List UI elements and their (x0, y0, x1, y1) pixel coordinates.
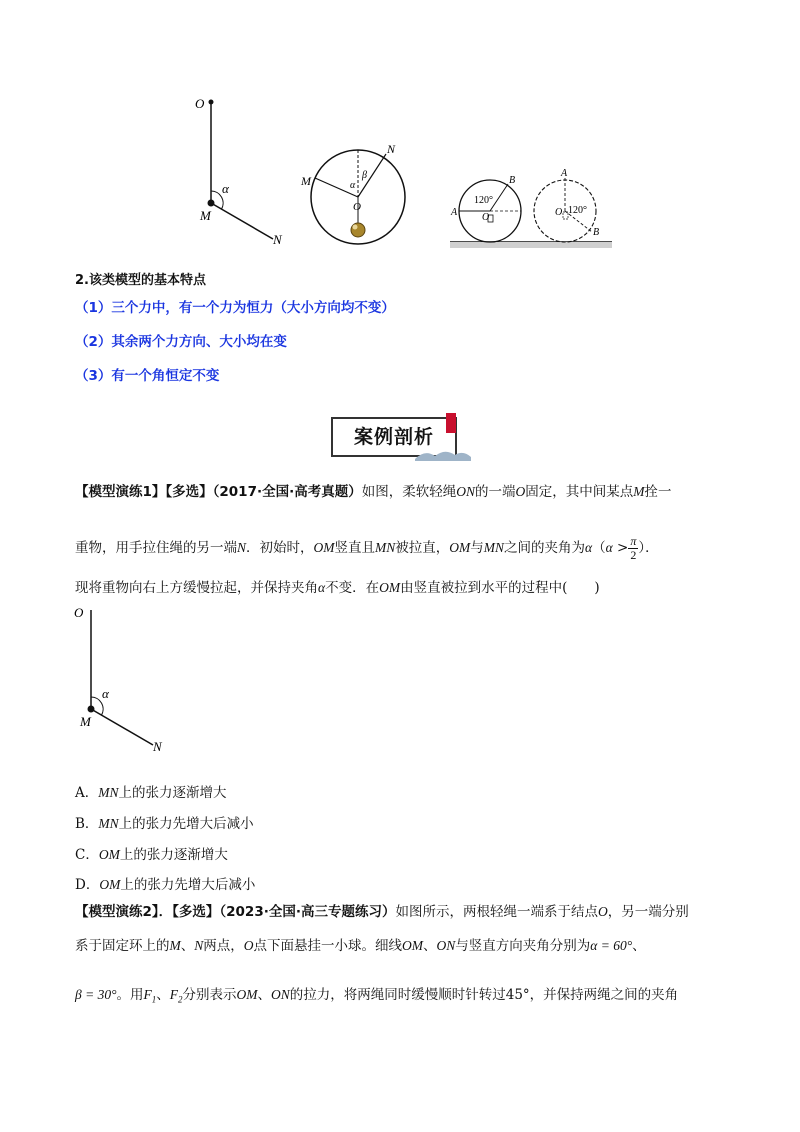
q1-text: 的一端 (475, 484, 516, 500)
option-subject: OM (99, 877, 121, 892)
banner-wave-decoration (415, 447, 471, 461)
q1-line-2 (75, 535, 659, 562)
q1-text: 竖直且 (334, 540, 376, 556)
option-b[interactable] (75, 812, 254, 832)
q2-var-o: O (243, 938, 254, 953)
q1-var-n: N (237, 540, 247, 555)
q1-text: ）． (638, 540, 659, 556)
q2-text: ，另一端分别 (607, 904, 689, 920)
feature-item-2: （2）其余两个力方向、大小均在变 (75, 334, 287, 350)
right-label-a: A (561, 168, 568, 179)
q1-var-on: ON (456, 484, 475, 499)
option-letter: A． (75, 785, 99, 801)
q1-text: 如图，柔软轻绳 (361, 484, 457, 500)
ground-hatch (450, 242, 612, 248)
right-angle: 120° (568, 205, 587, 216)
q2-text: 。用 (116, 987, 144, 1003)
q2-text: 、 (156, 987, 170, 1003)
figure-ring-with-ball (298, 140, 423, 252)
label-alpha: α (102, 686, 109, 701)
q2-text: 的拉力，将两绳同时缓慢顺时针转过45°，并保持两绳之间的夹角 (289, 987, 679, 1003)
q2-text: 如图所示，两根轻绳一端系于结点 (395, 904, 598, 920)
figure-question-1 (70, 602, 175, 754)
banner-text: 案例剖析 (353, 426, 434, 448)
feature-item-1: （1）三个力中，有一个力为恒力（大小方向均不变） (75, 300, 395, 316)
q2-var-f1: $F_1$ (143, 987, 157, 1005)
label-m: M (80, 714, 91, 729)
banner-red-accent (446, 413, 456, 433)
option-a[interactable] (75, 781, 227, 801)
q1-line-3 (75, 578, 600, 598)
left-label-o: O (482, 212, 490, 223)
figure-rolling-circles (448, 160, 614, 252)
q2-var-on: ON (270, 987, 290, 1002)
q2-text: 系于固定环上的 (75, 938, 170, 954)
case-analysis-banner (331, 413, 469, 457)
rope-mn (91, 709, 153, 745)
option-subject: MN (98, 785, 119, 800)
knot-m (208, 200, 215, 207)
q1-var-m: M (633, 484, 645, 499)
right-label-o: O (555, 207, 563, 218)
q1-text: 固定，其中间某点 (525, 484, 634, 500)
q1-text: ．初始时， (246, 540, 314, 556)
q1-var-om: OM (379, 580, 401, 595)
q1-var-alpha: α (318, 580, 326, 595)
label-beta: β (362, 170, 367, 181)
label-m: M (200, 208, 211, 223)
label-n: N (273, 232, 282, 247)
q1-var-alpha: α (605, 540, 613, 555)
q1-text: > (612, 540, 629, 556)
ball-highlight (353, 225, 358, 230)
label-alpha: α (350, 180, 356, 191)
q1-text: 重物，用手拉住绳的另一端 (75, 540, 237, 556)
rope-mn (211, 203, 273, 239)
left-label-a: A (451, 207, 458, 218)
q1-var-mn: MN (483, 540, 505, 555)
q2-var-om: OM (236, 987, 258, 1002)
q1-text: 之间的夹角为 (504, 540, 586, 556)
label-o: O (74, 605, 84, 620)
label-alpha: α (222, 181, 229, 196)
feature-item-3: （3）有一个角恒定不变 (75, 368, 220, 384)
option-subject: MN (98, 816, 119, 831)
label-o: O (353, 201, 361, 213)
right-label-b: B (593, 227, 600, 238)
q1-text: 现将重物向右上方缓慢拉起，并保持夹角 (75, 580, 318, 596)
q2-var-o: O (597, 904, 608, 919)
knot-m (88, 706, 95, 713)
point-o (209, 100, 214, 105)
q1-var-mn: MN (375, 540, 396, 555)
left-angle: 120° (474, 195, 493, 206)
option-subject: OM (98, 847, 120, 862)
q2-var-n: N (194, 938, 204, 953)
q2-text: 两点， (203, 938, 244, 954)
q2-text: 点下面悬挂一小球。细线 (253, 938, 403, 954)
q1-var-om: OM (449, 540, 471, 555)
q2-var-f2: $F_2$ (169, 987, 183, 1005)
option-text: 上的张力逐渐增大 (118, 785, 227, 801)
left-label-b: B (509, 175, 516, 186)
label-n: N (153, 739, 162, 754)
option-text: 上的张力逐渐增大 (119, 847, 228, 863)
label-n: N (387, 142, 396, 156)
q2-text: 、 (632, 938, 646, 954)
q1-var-alpha: α (585, 540, 593, 555)
q1-fraction-pi-over-2: $\frac{\pi}{2}$ (630, 534, 637, 562)
option-letter: C． (75, 847, 99, 863)
figure-rope-om-mn (185, 92, 295, 252)
q1-text: 不变．在 (325, 580, 380, 596)
q1-var-om: OM (313, 540, 335, 555)
q2-line-3 (75, 985, 678, 1010)
option-text: 上的张力先增大后减小 (120, 877, 256, 893)
option-letter: B． (75, 816, 99, 832)
label-m: M (301, 174, 311, 188)
q2-var-m: M (169, 938, 181, 953)
q1-var-o: O (515, 484, 526, 499)
q2-text: 、 (423, 938, 437, 954)
q2-line-2 (75, 936, 646, 956)
q1-text: 与 (470, 540, 484, 556)
q2-tag: 【模型演练2】．【多选】（2023·全国·高三专题练习） (75, 904, 396, 920)
option-d[interactable] (75, 873, 255, 893)
q1-text: 由竖直被拉到水平的过程中( ) (400, 580, 600, 596)
q2-alpha-eq: α = 60° (590, 938, 633, 953)
q2-text: 、 (257, 987, 271, 1003)
q2-var-om: OM (402, 938, 424, 953)
q1-text: （ (592, 540, 606, 556)
q1-text: 被拉直， (395, 540, 450, 556)
q2-text: 与竖直方向夹角分别为 (455, 938, 591, 954)
q2-text: 分别表示 (182, 987, 237, 1003)
ball (351, 223, 365, 237)
q2-line-1 (75, 902, 689, 922)
q1-text: 拴一 (644, 484, 672, 500)
q2-beta-eq: β = 30° (75, 987, 117, 1002)
q1-line-1 (75, 482, 672, 502)
q2-var-on: ON (436, 938, 456, 953)
section-title: 2.该类模型的基本特点 (75, 273, 206, 288)
option-letter: D． (75, 877, 100, 893)
q1-tag: 【模型演练1】【多选】（2017·全国·高考真题） (75, 484, 362, 500)
q2-text: 、 (180, 938, 195, 954)
option-text: 上的张力先增大后减小 (118, 816, 254, 832)
option-c[interactable] (75, 843, 228, 863)
label-o: O (195, 96, 205, 111)
